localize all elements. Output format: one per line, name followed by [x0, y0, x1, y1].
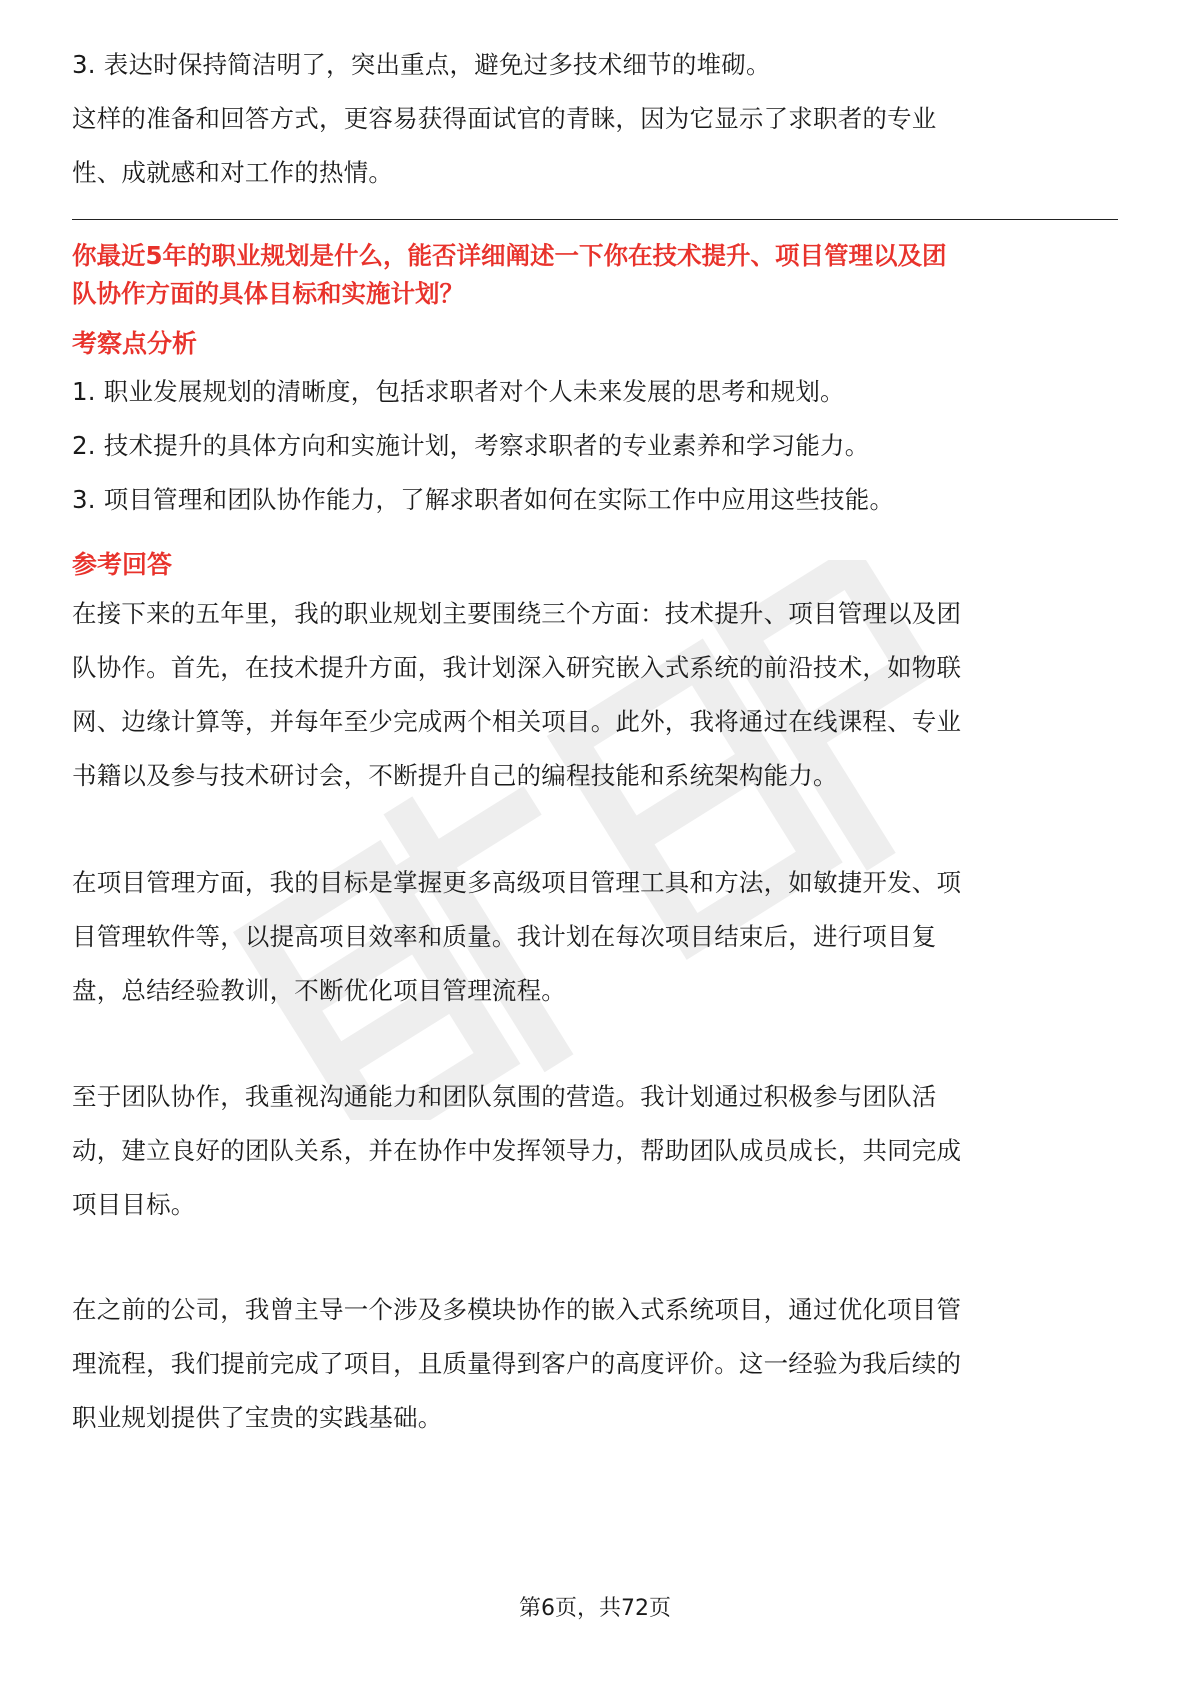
- interview-question: [72, 237, 947, 313]
- paragraph-line: 网、边缘计算等，并每年至少完成两个相关项目。此外，我将通过在线课程、专业: [72, 707, 962, 736]
- page-number: 第6页，共72页: [519, 1596, 671, 1621]
- summary-line: 性、成就感和对工作的热情。: [72, 158, 394, 187]
- answer-paragraph: [72, 856, 961, 1018]
- list-item: 1. 职业发展规划的清晰度，包括求职者对个人未来发展的思考和规划。: [72, 377, 845, 406]
- answer-heading: 参考回答: [72, 550, 173, 579]
- list-item: 3. 项目管理和团队协作能力，了解求职者如何在实际工作中应用这些技能。: [72, 485, 895, 514]
- paragraph-line: 动，建立良好的团队关系，并在协作中发挥领导力，帮助团队成员成长，共同完成: [72, 1136, 962, 1165]
- answer-paragraph: [72, 587, 961, 803]
- paragraph-line: 队协作。首先，在技术提升方面，我计划深入研究嵌入式系统的前沿技术，如物联: [72, 653, 962, 682]
- previous-answer-continuation: [72, 38, 937, 200]
- question-line: 队协作方面的具体目标和实施计划？: [72, 279, 464, 308]
- paragraph-line: 项目目标。: [72, 1190, 196, 1219]
- paragraph-line: 至于团队协作，我重视沟通能力和团队氛围的营造。我计划通过积极参与团队活: [72, 1082, 937, 1111]
- analysis-heading: 考察点分析: [72, 329, 198, 358]
- paragraph-line: 职业规划提供了宝贵的实践基础。: [72, 1403, 443, 1432]
- paragraph-line: 在接下来的五年里，我的职业规划主要围绕三个方面：技术提升、项目管理以及团: [72, 599, 962, 628]
- list-item: 2. 技术提升的具体方向和实施计划，考察求职者的专业素养和学习能力。: [72, 431, 870, 460]
- paragraph-line: 在项目管理方面，我的目标是掌握更多高级项目管理工具和方法，如敏捷开发、项: [72, 868, 962, 897]
- answer-section: [72, 545, 172, 585]
- paragraph-line: 在之前的公司，我曾主导一个涉及多模块协作的嵌入式系统项目，通过优化项目管: [72, 1295, 962, 1324]
- paragraph-line: 盘，总结经验教训，不断优化项目管理流程。: [72, 976, 566, 1005]
- paragraph-line: 理流程，我们提前完成了项目，且质量得到客户的高度评价。这一经验为我后续的: [72, 1349, 962, 1378]
- summary-line: 这样的准备和回答方式，更容易获得面试官的青睐，因为它显示了求职者的专业: [72, 104, 937, 133]
- question-line: 你最近5年的职业规划是什么，能否详细阐述一下你在技术提升、项目管理以及团: [72, 241, 947, 270]
- answer-paragraph: [72, 1283, 961, 1445]
- paragraph-line: 目管理软件等，以提高项目效率和质量。我计划在每次项目结束后，进行项目复: [72, 922, 937, 951]
- analysis-section: [72, 324, 197, 364]
- answer-paragraph: [72, 1070, 961, 1232]
- document-page: [72, 0, 1118, 1684]
- analysis-list: [72, 365, 894, 527]
- section-divider: [72, 219, 1118, 220]
- list-item: 3. 表达时保持简洁明了，突出重点，避免过多技术细节的堆砌。: [72, 50, 771, 79]
- paragraph-line: 书籍以及参与技术研讨会，不断提升自己的编程技能和系统架构能力。: [72, 761, 838, 790]
